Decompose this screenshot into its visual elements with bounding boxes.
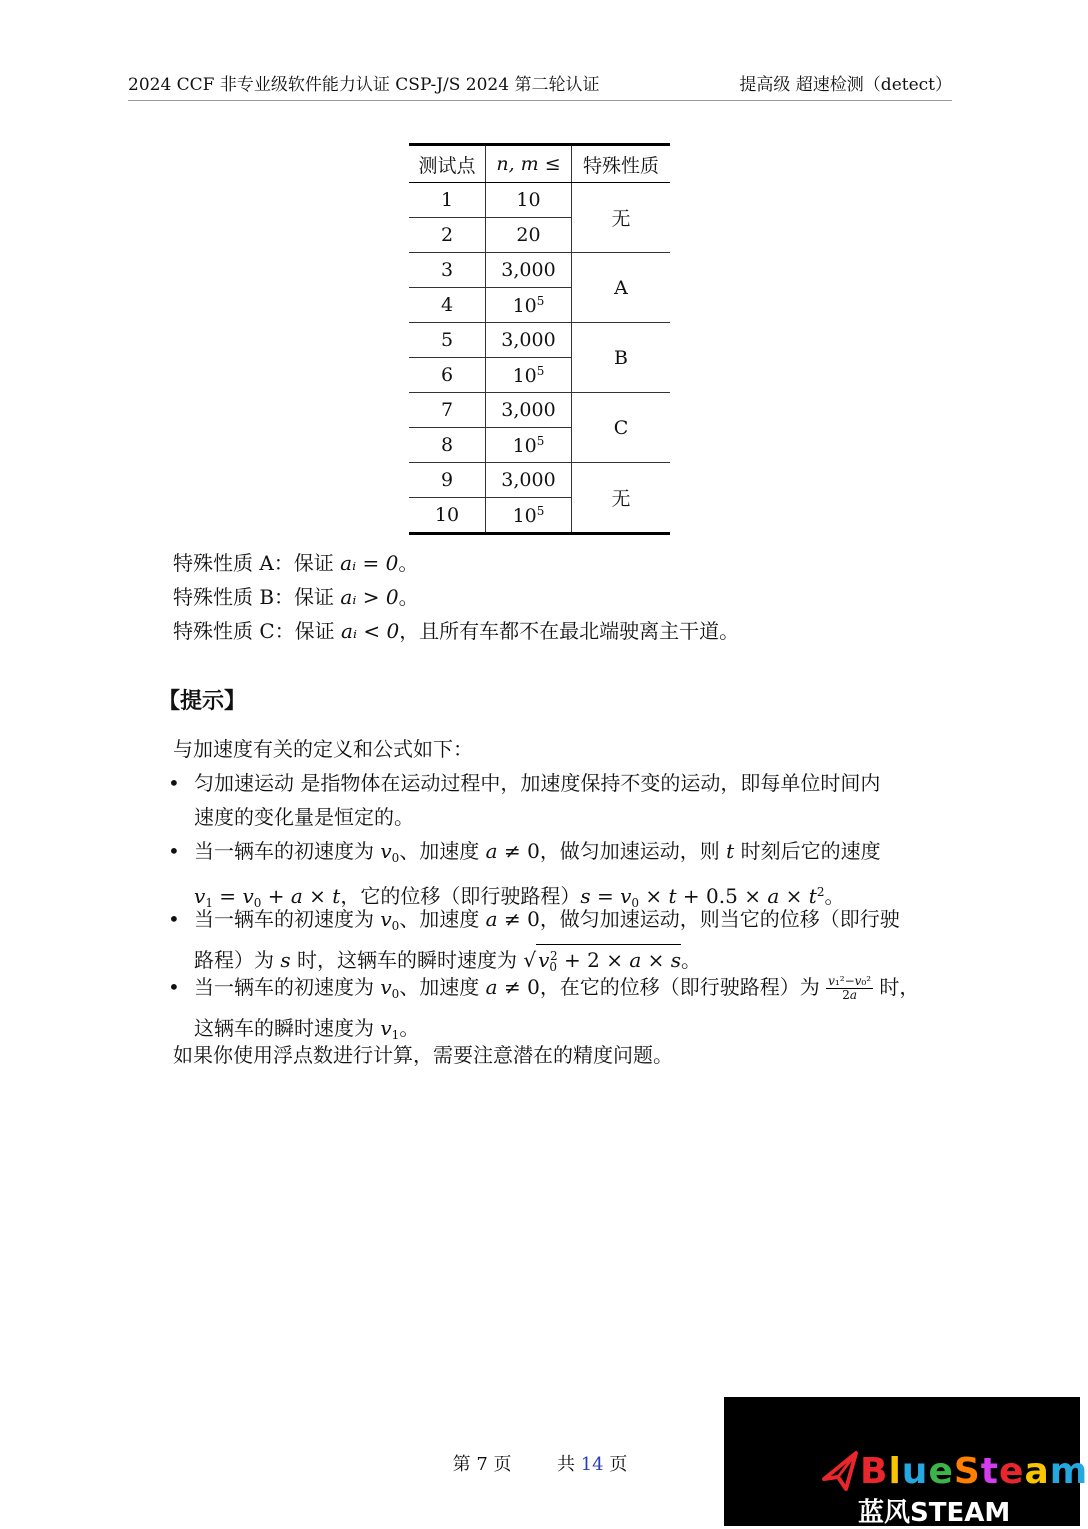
row-property: C (572, 393, 671, 463)
logo-wordmark (860, 1451, 1088, 1492)
hint-intro: 与加速度有关的定义和公式如下： (173, 737, 473, 761)
row-id: 8 (409, 428, 486, 463)
table-row (409, 463, 670, 498)
hint-title: 【提示】 (158, 689, 247, 714)
row-id: 7 (409, 393, 486, 428)
column-header-id: 测试点 (409, 145, 486, 183)
property-c: 特殊性质 C：保证 aᵢ < 0，且所有车都不在最北端驶离主干道。 (173, 619, 740, 643)
row-id: 2 (409, 218, 486, 253)
row-id: 9 (409, 463, 486, 498)
bullet-dot: • (168, 771, 180, 795)
table-row (409, 183, 670, 218)
column-header-property: 特殊性质 (572, 145, 671, 183)
row-id: 10 (409, 498, 486, 534)
row-limit: 10 (486, 183, 572, 218)
row-limit: 3,000 (486, 323, 572, 358)
row-id: 5 (409, 323, 486, 358)
row-id: 3 (409, 253, 486, 288)
bullet-displacement-velocity: 当一辆车的初速度为 $v_0$、加速度 a ≠ 0，做匀加速运动，则当它的位移（即行驶 路程）为 s 时，这辆车的瞬时速度为 √ $v_0^2 + 2 \times a \times s$。 (194, 902, 954, 978)
paper-plane-icon (820, 1449, 860, 1495)
page-number: 第 7 页 (452, 1454, 512, 1475)
bullet-fraction-velocity: 当一辆车的初速度为 $v_0$、加速度 a ≠ 0，在它的位移（即行驶路程）为 $\frac{\text{v₁²−v₀²}}{2a}$ 时， 这辆车的瞬时速度为 $v_1$。 (194, 974, 920, 1042)
row-id: 6 (409, 358, 486, 393)
logo-subtitle: 蓝风STEAM (858, 1498, 1011, 1528)
logo-letter: a (1024, 1451, 1050, 1492)
bullet-uniform-acceleration: 匀加速运动 是指物体在运动过程中，加速度保持不变的运动，即每单位时间内 速度的变化量是恒定的。 (194, 771, 881, 829)
row-limit: 3,000 (486, 393, 572, 428)
logo-letter: m (1049, 1451, 1088, 1492)
column-header-limit: n, m ≤ (486, 145, 572, 183)
table-row (409, 393, 670, 428)
row-id: 4 (409, 288, 486, 323)
row-limit: $10^5$ (486, 358, 572, 393)
precision-note: 如果你使用浮点数进行计算，需要注意潜在的精度问题。 (173, 1043, 673, 1067)
row-limit: $10^5$ (486, 428, 572, 463)
test-point-table (409, 143, 670, 535)
bullet-velocity-formula: 当一辆车的初速度为 $v_0$、加速度 a ≠ 0，做匀加速运动，则 t 时刻后它的速度 $v_1 = v_0 + a \times t$，它的位移（即行驶路程）$s = v_0 \times t + 0.5 \times a \times t^2$。 (194, 839, 881, 910)
logo-letter: B (860, 1451, 889, 1492)
bullet-dot: • (168, 975, 180, 999)
table-row (409, 323, 670, 358)
logo-letter: S (953, 1451, 981, 1492)
logo-letter: e (928, 1451, 954, 1492)
row-limit: $10^5$ (486, 498, 572, 534)
logo-letter: t (980, 1451, 1000, 1492)
header-right: 提高级 超速检测（detect） (739, 75, 952, 95)
property-b: 特殊性质 B：保证 aᵢ > 0。 (173, 585, 419, 609)
bullet-dot: • (168, 907, 180, 931)
row-limit: $10^5$ (486, 288, 572, 323)
row-limit: 3,000 (486, 463, 572, 498)
property-a: 特殊性质 A：保证 aᵢ = 0。 (173, 551, 419, 575)
logo-letter: u (901, 1451, 929, 1492)
page-header (128, 70, 952, 101)
table-row (409, 253, 670, 288)
page-total: 共 14 页 (557, 1454, 628, 1475)
fraction: $\frac{\text{v₁²−v₀²}}{2a}$ (828, 974, 872, 1002)
bluesteam-logo (724, 1397, 1088, 1528)
row-property: A (572, 253, 671, 323)
table-header-row (409, 145, 670, 183)
row-property: B (572, 323, 671, 393)
row-limit: 20 (486, 218, 572, 253)
row-property: 无 (611, 488, 631, 510)
row-property: 无 (572, 183, 671, 253)
header-left: 2024 CCF 非专业级软件能力认证 CSP-J/S 2024 第二轮认证 (128, 75, 600, 95)
logo-letter: e (999, 1451, 1025, 1492)
bullet-dot: • (168, 839, 180, 863)
row-id: 1 (409, 183, 486, 218)
row-limit: 3,000 (486, 253, 572, 288)
logo-letter: l (888, 1451, 902, 1492)
